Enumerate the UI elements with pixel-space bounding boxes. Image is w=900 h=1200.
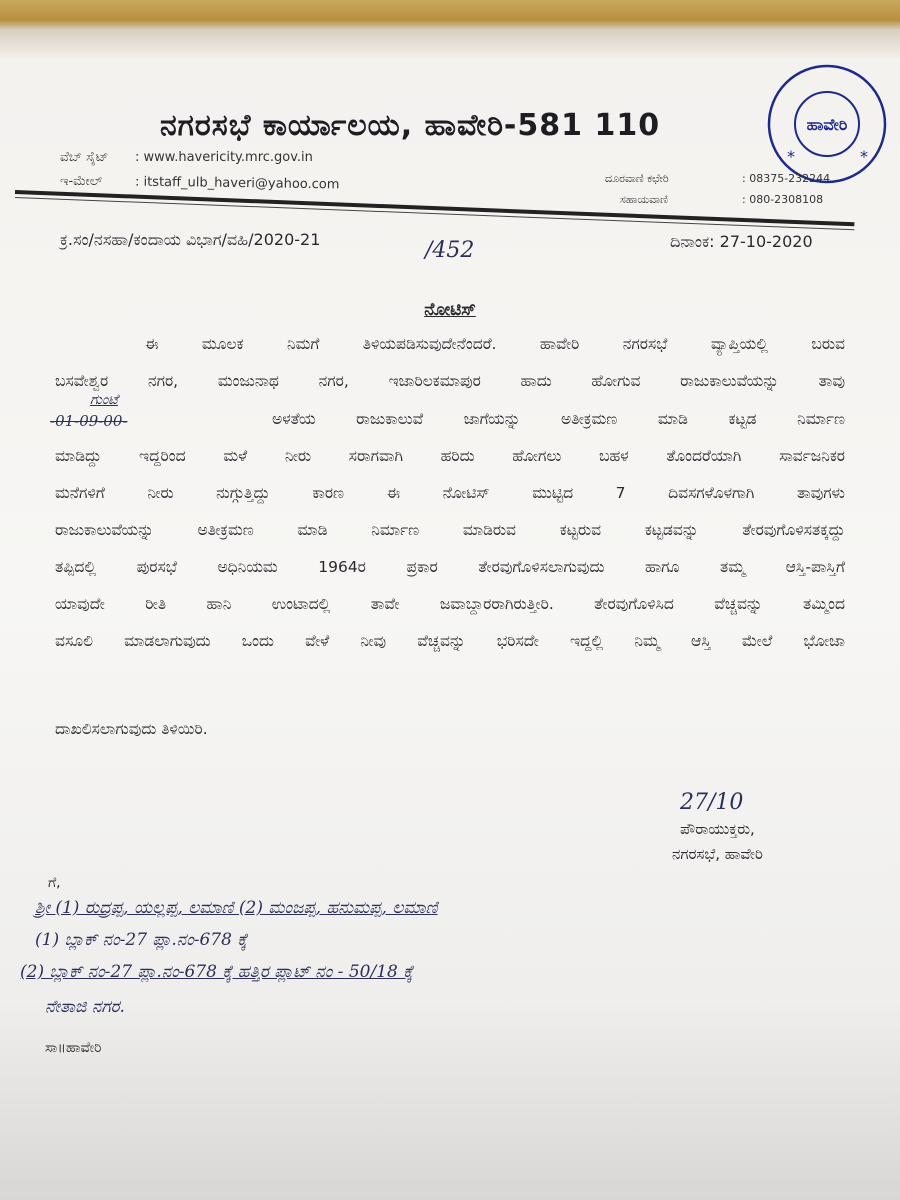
office-seal-stamp xyxy=(765,62,890,187)
notice-line: ಈ ಮೂಲಕ ನಿಮಗೆ ತಿಳಿಯಪಡಿಸುವುದೇನೆಂದರೆ. ಹಾವೇರಿ ನಗರಸಭೆ ವ್ಯಾಪ್ತಿಯಲ್ಲಿ ಬರುವ xyxy=(145,335,845,353)
addressee-line: (1) ಬ್ಲಾಕ್ ನಂ-27 ಪ್ಲಾ.ನಂ-678 ಕ್ಕೆ xyxy=(35,930,248,950)
notice-line: ದಾಖಲಿಸಲಾಗುವುದು ತಿಳಿಯಿರಿ. xyxy=(55,720,208,738)
helpline-label: ಸಹಾಯವಾಣಿ xyxy=(620,193,668,206)
header-divider xyxy=(15,190,855,226)
office-title: ನಗರಸಭೆ ಕಾರ್ಯಾಲಯ, ಹಾವೇರಿ-581 110 xyxy=(160,108,661,143)
email-label: ಇ-ಮೇಲ್ xyxy=(60,174,103,189)
handwritten-insert: ಗುಂಟೆ xyxy=(90,392,118,408)
notice-heading: ನೋಟಿಸ್ xyxy=(424,300,476,320)
svg-text:*: * xyxy=(860,147,868,166)
handwritten-reference-number: /452 xyxy=(425,238,475,263)
office-phone: : 08375-232244 xyxy=(742,172,831,185)
svg-text:*: * xyxy=(787,147,795,166)
notice-line: ರಾಜುಕಾಲುವೆಯನ್ನು ಅತೀಕ್ರಮಣ ಮಾಡಿ ನಿರ್ಮಾಣ ಮಾಡಿರುವ ಕಟ್ಟರುವ ಕಟ್ಟಡವನ್ನು ತೇರವುಗೊಳಿಸತಕ್ಕದ್ದು xyxy=(55,521,845,539)
notice-line: ತಪ್ಪಿದಲ್ಲಿ ಪುರಸಭೆ ಅಧಿನಿಯಮ 1964ರ ಪ್ರಕಾರ ತೇರವುಗೊಳಿಸಲಾಗುವುದು ಹಾಗೂ ತಮ್ಮ ಆಸ್ತಿ-ಪಾಸ್ತಿಗೆ xyxy=(55,558,845,576)
date-value: 27-10-2020 xyxy=(719,232,813,251)
website-label: ವೆಬ್ ಸೈಟ್ xyxy=(60,150,109,165)
addressee-line: ನೇತಾಜಿ ನಗರ. xyxy=(45,997,125,1017)
addressee-line: ಶ್ರೀ (1) ರುದ್ರಪ್ಪ, ಯಲ್ಲಪ್ಪ, ಲಮಾಣಿ (2) ಮಂಜಪ್ಪ, ಹನುಮಪ್ಪ, ಲಮಾಣಿ xyxy=(35,898,438,918)
addressee-place: ಸಾ॥ಹಾವೇರಿ xyxy=(45,1040,102,1056)
email-link[interactable]: : itstaff_ulb_haveri@yahoo.com xyxy=(134,174,340,193)
signatory-office: ನಗರಸಭೆ, ಹಾವೇರಿ xyxy=(672,845,763,863)
helpline: : 080-2308108 xyxy=(742,193,824,206)
notice-line: ಮನೆಗಳಿಗೆ ನೀರು ನುಗ್ಗುತ್ತಿದ್ದು ಕಾರಣ ಈ ನೋಟಿಸ್ ಮುಟ್ಟಿದ 7 ದಿವಸಗಳೊಳಗಾಗಿ ತಾವುಗಳು xyxy=(55,484,845,502)
struck-out-text: -01-09-00- xyxy=(50,412,128,430)
svg-text:ಹಾವೇರಿ: ಹಾವೇರಿ xyxy=(806,115,848,134)
notice-line: ಬಸವೇಶ್ವರ ನಗರ, ಮಂಜುನಾಥ ನಗರ, ಇಜಾರಿಲಕಮಾಪುರ ಹಾದು ಹೋಗುವ ರಾಜುಕಾಲುವೆಯನ್ನು ತಾವು xyxy=(55,372,845,390)
notice-line: ಮಾಡಿದ್ದು ಇದ್ದರಿಂದ ಮಳೆ ನೀರು ಸರಾಗವಾಗಿ ಹರಿದು ಹೋಗಲು ಬಹಳ ತೊಂದರೆಯಾಗಿ ಸಾರ್ವಜನಿಕರ xyxy=(55,447,845,465)
date-label: ದಿನಾಂಕ: xyxy=(670,232,715,251)
addressee-line: (2) ಬ್ಲಾಕ್ ನಂ-27 ಪ್ಲಾ.ನಂ-678 ಕ್ಕೆ ಹತ್ತಿರ ಪ್ಲಾಟ್ ನಂ - 50/18 ಕ್ಕೆ xyxy=(20,962,414,982)
office-phone-label: ದೂರವಾಣಿ ಕಛೇರಿ xyxy=(605,172,669,185)
reference-number: ಕ್ರ.ಸಂ/ನಸಹಾ/ಕಂದಾಯ ವಿಭಾಗ/ವಹಿ/2020-21 xyxy=(60,230,321,249)
signatory-designation: ಪೌರಾಯುಕ್ತರು, xyxy=(680,820,755,838)
notice-line: ವಸೂಲಿ ಮಾಡಲಾಗುವುದು ಒಂದು ವೇಳೆ ನೀವು ವೆಚ್ಚವನ್ನು ಭರಿಸದೇ ಇದ್ದಲ್ಲಿ ನಿಮ್ಮ ಆಸ್ತಿ ಮೇಲೆ ಭೋಜಾ xyxy=(55,632,845,650)
signature-handwritten: 27/10 xyxy=(680,790,744,815)
header-divider-thin xyxy=(15,197,854,230)
notice-line: ಯಾವುದೇ ರೀತಿ ಹಾನಿ ಉಂಟಾದಲ್ಲಿ ತಾವೇ ಜವಾಬ್ದಾರರಾಗಿರುತ್ತೀರಿ. ತೇರವುಗೊಳಿಸಿದ ವೆಚ್ಚವನ್ನು ತಮ್ಮಿಂದ xyxy=(55,595,845,613)
addressee-label: ಗೆ, xyxy=(48,875,61,891)
notice-line: ಅಳತೆಯ ರಾಜುಕಾಲುವೆ ಜಾಗೆಯನ್ನು ಅತೀಕ್ರಮಣ ಮಾಡಿ ಕಟ್ಟಡ ನಿರ್ಮಾಣ xyxy=(272,410,845,428)
date-field xyxy=(670,232,813,252)
website-link[interactable]: : www.havericity.mrc.gov.in xyxy=(135,150,313,165)
